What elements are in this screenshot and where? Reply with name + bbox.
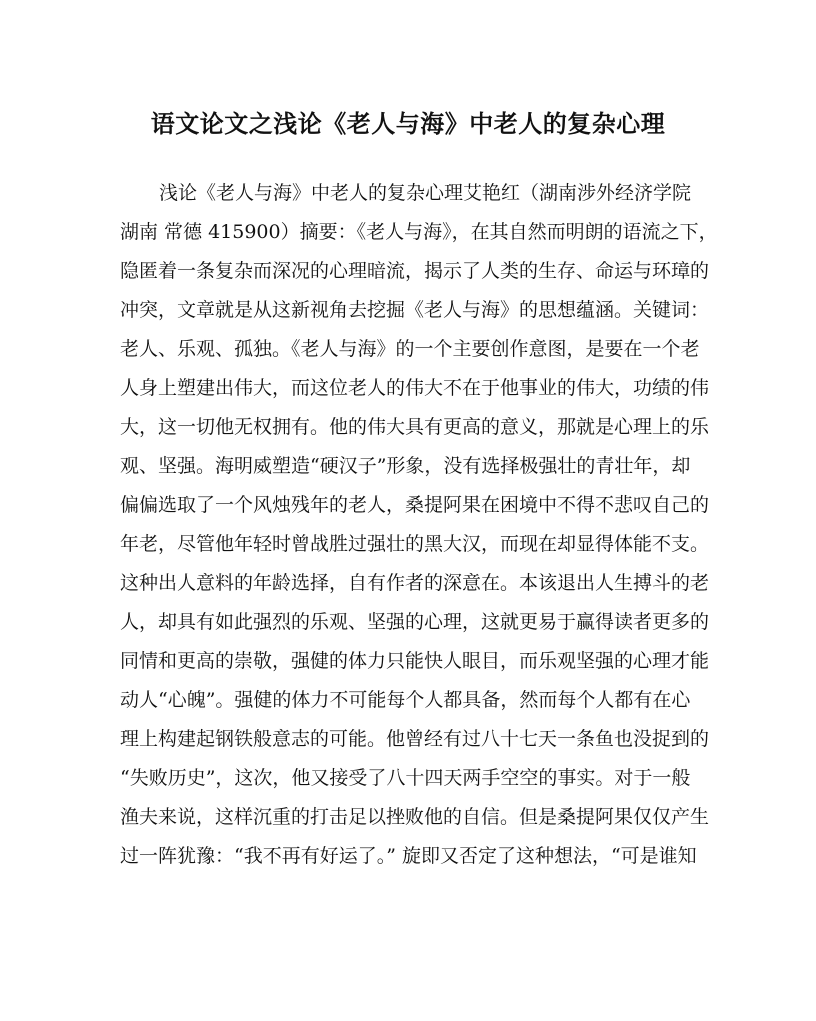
body-line: 湖南 常德 415900）摘要：《老人与海》，在其自然而明朗的语流之下， <box>120 221 718 243</box>
body-line: 渔夫来说，这样沉重的打击足以挫败他的自信。但是桑提阿果仅仅产生 <box>120 806 710 828</box>
body-line: 偏偏选取了一个风烛残年的老人，桑提阿果在困境中不得不悲叹自己的 <box>120 494 710 516</box>
body-line: 浅论《老人与海》中老人的复杂心理艾艳红（湖南涉外经济学院 <box>159 182 692 204</box>
body-line: 这种出人意料的年龄选择，自有作者的深意在。本该退出人生搏斗的老 <box>120 572 710 594</box>
body-line: 动人“心魄”。强健的体力不可能每个人都具备，然而每个人都有在心 <box>120 689 691 711</box>
body-line: 年老，尽管他年轻时曾战胜过强壮的黑大汉，而现在却显得体能不支。 <box>120 533 710 555</box>
body-line: 同情和更高的崇敬，强健的体力只能快人眼目，而乐观坚强的心理才能 <box>120 650 710 672</box>
body-line: 隐匿着一条复杂而深况的心理暗流，揭示了人类的生存、命运与环璋的 <box>120 260 710 282</box>
body-line: 过一阵犹豫：“我不再有好运了。” 旋即又否定了这种想法，“可是谁知 <box>120 845 697 867</box>
body-line: 人身上塑建出伟大，而这位老人的伟大不在于他事业的伟大，功绩的伟 <box>120 377 710 399</box>
document-title: 语文论文之浅论《老人与海》中老人的复杂心理 <box>150 109 666 138</box>
body-line: “失败历史”，这次，他又接受了八十四天两手空空的事实。对于一般 <box>120 767 691 789</box>
body-line: 老人、乐观、孤独。《老人与海》的一个主要创作意图，是要在一个老 <box>120 338 700 360</box>
body-line: 冲突，文章就是从这新视角去挖掘《老人与海》的思想蕴涵。关键词： <box>120 299 710 321</box>
body-line: 大，这一切他无权拥有。他的伟大具有更高的意义，那就是心理上的乐 <box>120 416 710 438</box>
body-line: 人，却具有如此强烈的乐观、坚强的心理，这就更易于赢得读者更多的 <box>120 611 710 633</box>
body-line: 理上构建起钢铁般意志的可能。他曾经有过八十七天一条鱼也没捉到的 <box>120 728 710 750</box>
body-line: 观、坚强。海明威塑造“硬汉子”形象，没有选择极强壮的青壮年，却 <box>120 455 691 477</box>
